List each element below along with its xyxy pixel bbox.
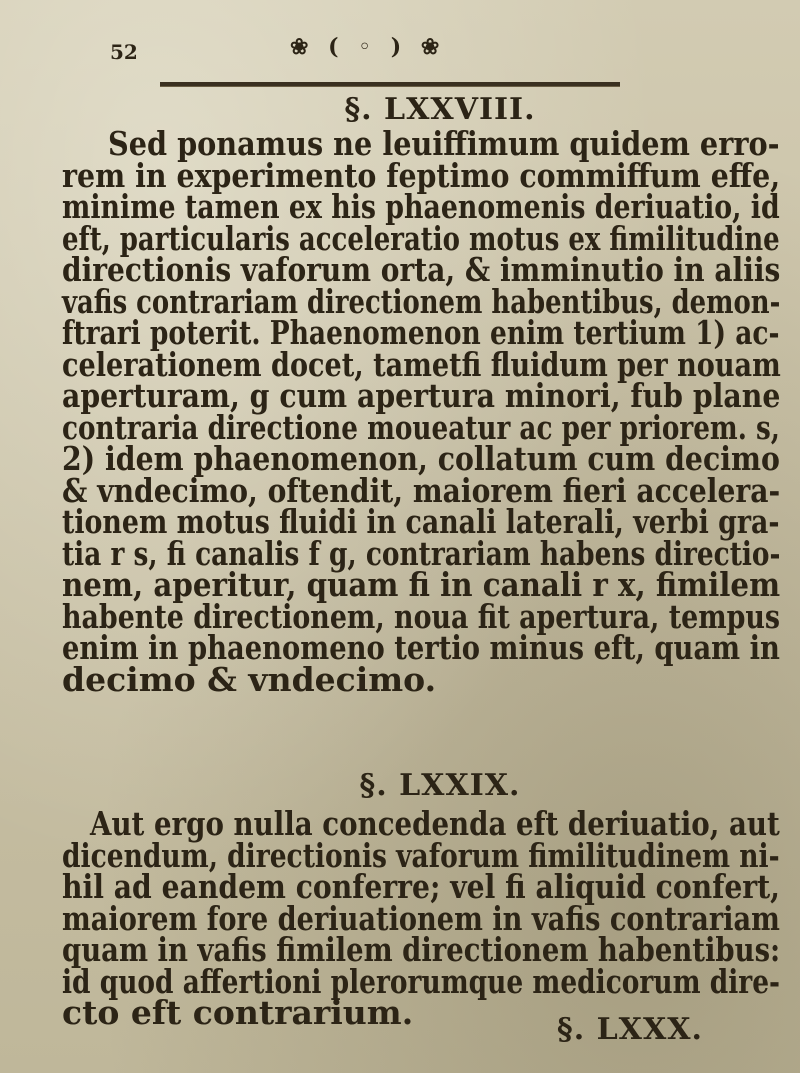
text-line: minime tamen ex his phaenomenis deriuatio, id	[62, 187, 780, 226]
text-line: aperturam, g cum apertura minori, fub plane	[62, 376, 781, 415]
text-line: id quod affertioni plerorumque medicorum dire-	[62, 961, 780, 1001]
text-line: celerationem docet, tametfi fluidum per nouam	[62, 344, 781, 384]
section-title: §. LXXIX.	[359, 768, 521, 803]
text-line: enim in phaenomeno tertio minus eft, quam in	[62, 628, 780, 667]
text-line: nem, aperitur, quam fi in canali r x, fimilem	[62, 565, 781, 604]
text-line: rem in experimento feptimo commiffum effe,	[62, 155, 781, 195]
section-title: §. LXXX.	[557, 1012, 703, 1047]
text-line: & vndecimo, oftendit, maiorem fieri accelera-	[62, 470, 781, 510]
text-line: ftrari poterit. Phaenomenon enim tertium 1) ac-	[62, 313, 780, 352]
text-line: directionis vaforum orta, & imminutio in aliis	[62, 250, 781, 289]
text-line: Sed ponamus ne leuiffimum quidem erro-	[108, 124, 780, 163]
text-line: tionem motus fluidi in canali laterali, verbi gra-	[62, 502, 780, 541]
text-line: tia r s, fi canalis f g, contrariam habens directio-	[62, 533, 781, 573]
text-line: cto eft contrarium.	[62, 993, 414, 1032]
text-line: eft, particularis acceleratio motus ex fimilitudine	[62, 218, 780, 258]
text-line: Aut ergo nulla concedenda eft deriuatio, aut	[90, 804, 780, 843]
text-line: dicendum, directionis vaforum fimilitudinem ni-	[62, 835, 780, 875]
text-line: habente directionem, noua fit apertura, tempus	[62, 596, 781, 636]
section-title: §. LXXVIII.	[344, 92, 536, 127]
text-line: contraria directione moueatur ac per priorem. s,	[62, 407, 780, 447]
page-number: 52	[110, 40, 138, 64]
text-line: maiorem fore deriuationem in vafis contrariam	[62, 898, 780, 938]
text-line: decimo & vndecimo.	[62, 659, 437, 699]
header-rule	[160, 82, 620, 87]
text-line: hil ad eandem conferre; vel fi aliquid confert,	[62, 867, 781, 906]
page-header	[110, 34, 630, 74]
text-line: quam in vafis fimilem directionem habentibus:	[62, 930, 781, 969]
header-ornament: ❀ ( ◦ ) ❀	[290, 34, 446, 60]
text-line: vafis contrariam directionem habentibus, demon-	[62, 281, 781, 321]
text-line: 2) idem phaenomenon, collatum cum decimo	[62, 439, 780, 478]
